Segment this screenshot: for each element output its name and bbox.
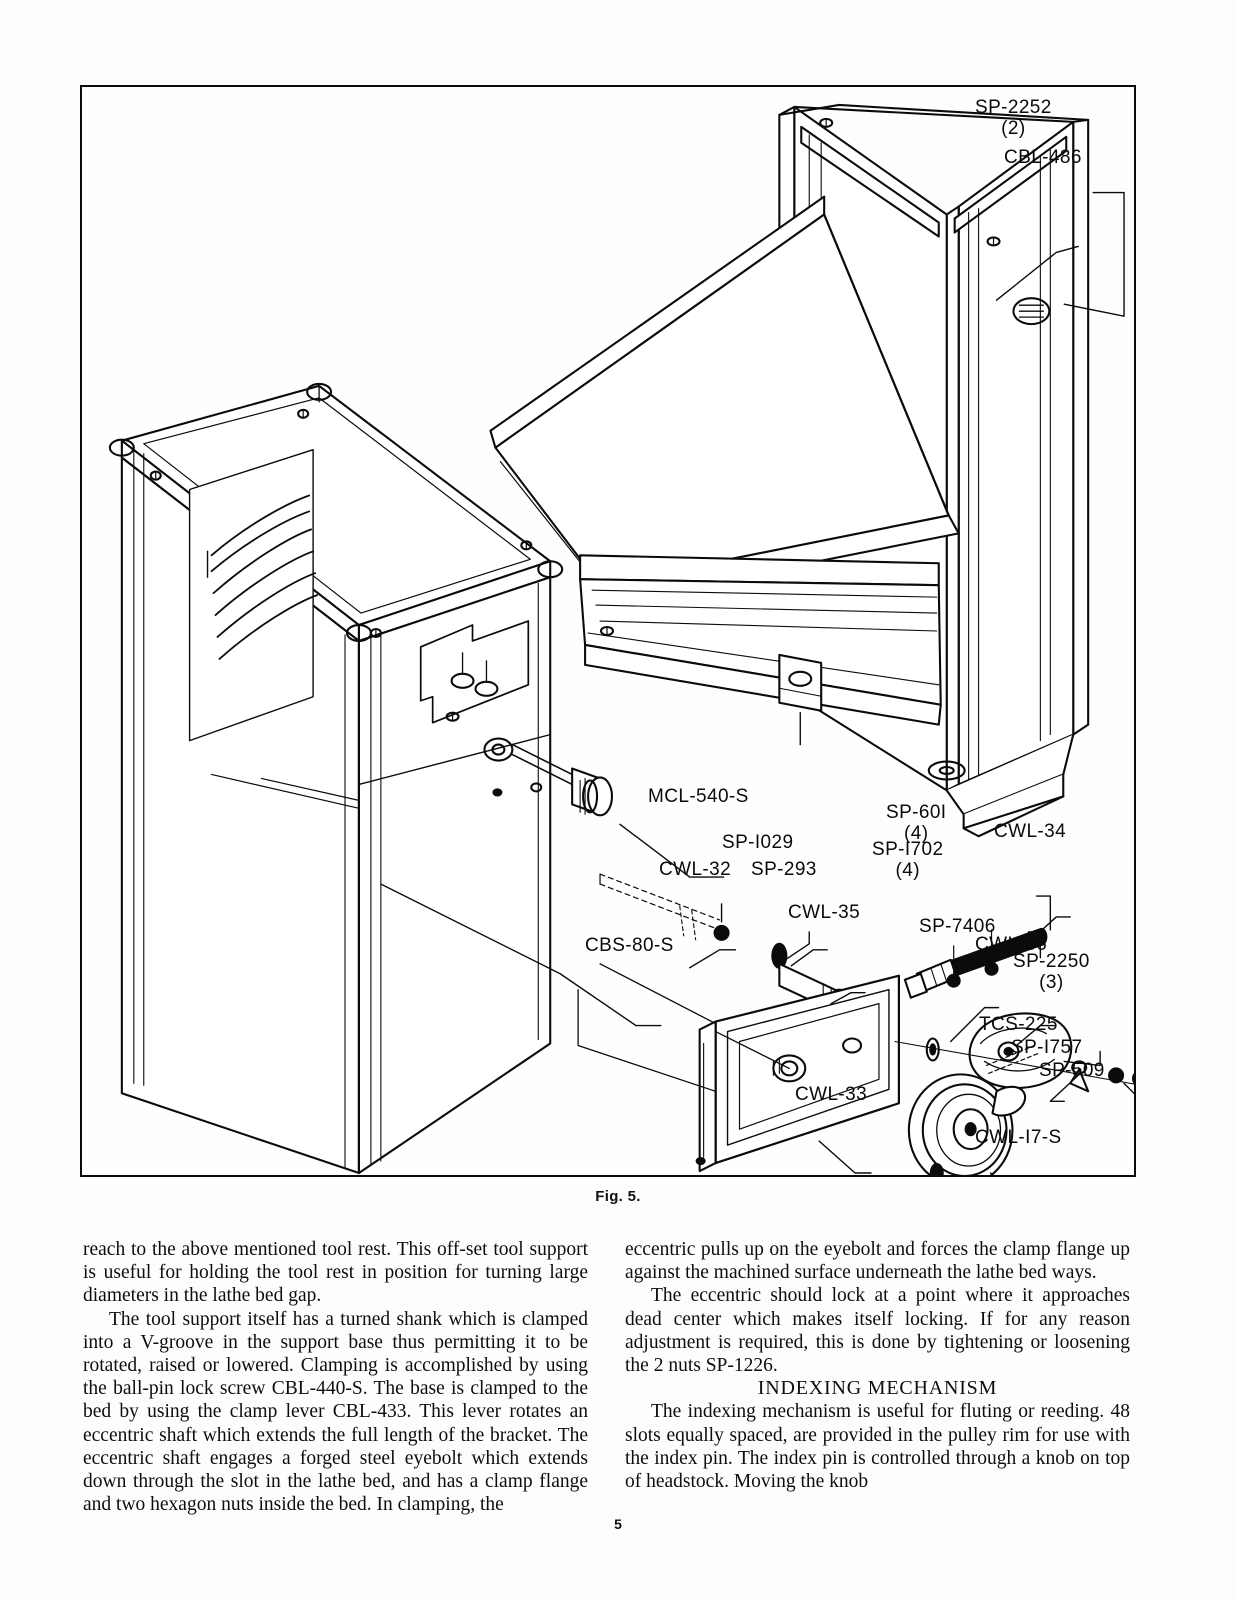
figure-caption: Fig. 5. <box>595 1188 641 1205</box>
callout-label: CBS-80-S <box>585 935 674 956</box>
callout-sp-509 <box>1039 1061 1105 1082</box>
body-columns <box>80 1238 1152 1516</box>
callout-label: CWL-I7-S <box>975 1127 1062 1148</box>
paragraph: reach to the above mentioned tool rest. This off-set tool support is useful for holding the tool rest in position for turning large diameters in the lathe bed gap. <box>83 1239 588 1307</box>
paragraph: The indexing mechanism is useful for fluting or reeding. 48 slots equally spaced, are provided in the pulley rim for use with the index pin. The index pin is controlled through a knob on top of headstock. Moving the knob <box>625 1401 1130 1493</box>
callout-label: CWL-36 <box>975 934 1048 955</box>
callout-label: CWL-32 <box>659 859 732 880</box>
callout-label: SP-2250 <box>1013 951 1090 972</box>
callout-sp-293 <box>751 860 817 881</box>
callout-cwl-17-s <box>975 1128 1062 1149</box>
callout-cwl-34 <box>994 822 1066 843</box>
callout-qty: (3) <box>1039 971 1064 993</box>
callout-label: CWL-33 <box>795 1084 868 1105</box>
callout-label: SP-293 <box>751 859 817 880</box>
exploded-assembly-drawing <box>82 87 1134 1175</box>
paragraph: The tool support itself has a turned shank which is clamped into a V-groove in the support base thus permitting it to be rotated, raised or lowered. Clamping is accomplished by using the ball-pin lock screw CBL-440-S. The base is clamped to the bed by using the clamp lever CBL-433. This lever rotates an eccentric shaft which extends the full length of the bracket. The eccentric shaft engages a forged steel eyebolt which extends down through the slot in the lathe bed, and has a clamp flange and two hexagon nuts inside the bed. In clamping, the <box>83 1308 588 1516</box>
figure-frame <box>80 85 1136 1177</box>
callout-qty: (4) <box>895 859 920 881</box>
section-heading: INDEXING MECHANISM <box>757 1377 998 1400</box>
callout-label: SP-I757 <box>1011 1037 1083 1058</box>
callout-qty: (4) <box>904 822 929 844</box>
callout-label: CWL-35 <box>788 902 861 923</box>
callout-cwl-32 <box>659 860 731 881</box>
left-text-column <box>83 1238 588 1516</box>
callout-cwl-35 <box>788 903 860 924</box>
callout-sp-2250 <box>1013 952 1090 993</box>
callout-cwl-33 <box>795 1085 867 1106</box>
paragraph: eccentric pulls up on the eyebolt and forces the clamp flange up against the machined surface underneath the lathe bed ways. <box>625 1239 1130 1284</box>
callout-tcs-225 <box>979 1015 1058 1036</box>
callout-label: MCL-540-S <box>648 786 749 807</box>
callout-sp-1702 <box>872 840 943 881</box>
callout-sp-1029 <box>722 833 793 854</box>
callout-label: CBL-486 <box>1004 147 1082 168</box>
callout-label: SP-60I <box>886 802 947 823</box>
paragraph: The eccentric should lock at a point where it approaches dead center which makes itself locking. If for any reason adjustment is required, this is done by tightening or loosening the 2 nuts SP-1226. <box>625 1285 1130 1377</box>
right-text-column <box>625 1238 1130 1493</box>
callout-sp-2252 <box>975 98 1052 139</box>
callout-sp-601 <box>886 803 947 844</box>
callout-qty: (2) <box>1001 117 1026 139</box>
callout-label: SP-509 <box>1039 1060 1105 1081</box>
callout-mcl-540-s <box>648 787 749 808</box>
callout-label: SP-7406 <box>919 916 996 937</box>
callout-cbl-486 <box>1004 148 1082 169</box>
page-number: 5 <box>614 1516 622 1532</box>
callout-label: SP-I029 <box>722 832 794 853</box>
callout-label: SP-I702 <box>872 839 944 860</box>
callout-cbs-80-s <box>585 936 674 957</box>
callout-label: TCS-225 <box>979 1014 1058 1035</box>
callout-label: SP-2252 <box>975 97 1052 118</box>
callout-label: CWL-34 <box>994 821 1067 842</box>
callout-sp-1757 <box>1011 1038 1082 1059</box>
